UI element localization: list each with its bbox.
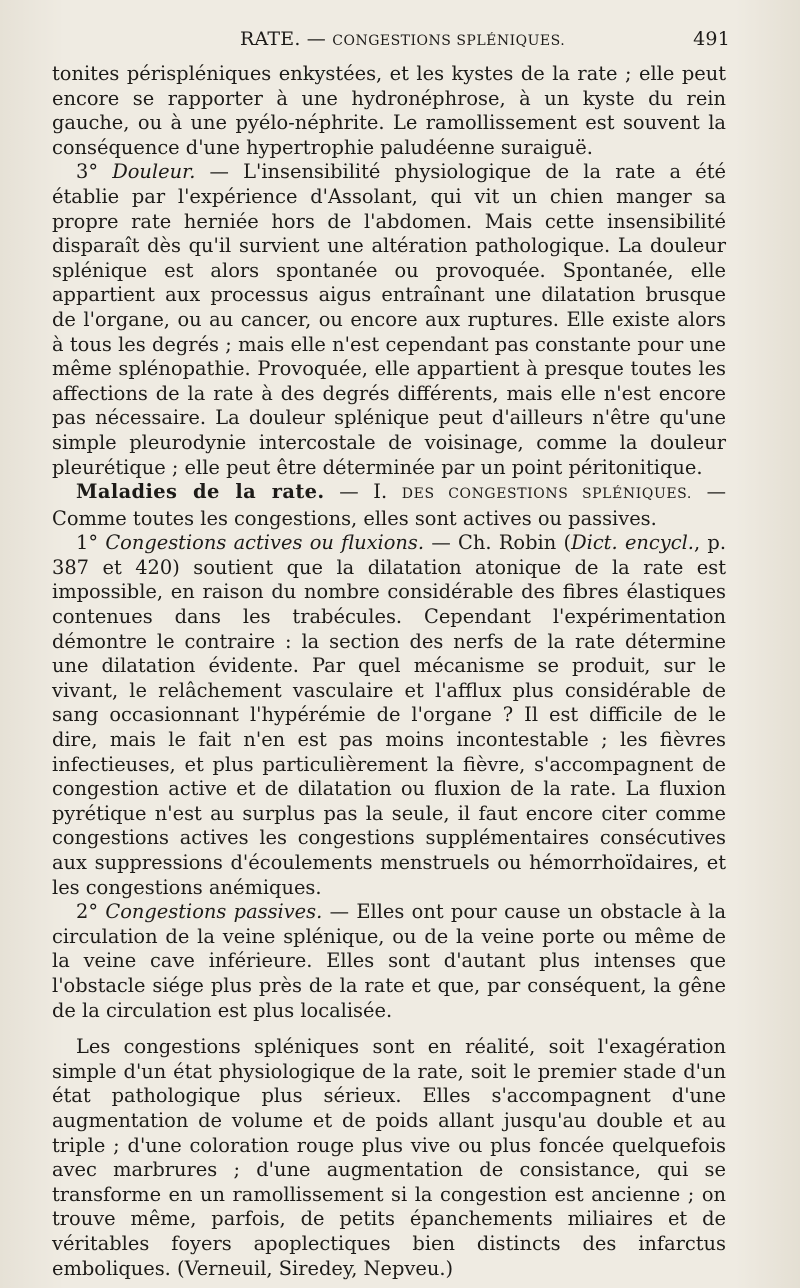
paragraph-text: — L'insensibilité physiologique de la rate a été établie par l'expérience d'Assolant, qui vit un chien manger sa propre rate herniée hors de l'abdomen. Mais cette insensibilité disparaît dès qu'il survient une altération pathologique. La douleur splénique est alors spontanée ou provoquée. Spontanée, elle appartient aux processus aigus entraînant une dilatation brusque de l'organe, ou au cancer, ou encore aux ruptures. Elle existe alors à tous les degrés ; mais elle n'est cependant pas constante pour une même splénopathie. Provoquée, elle appartient à presque toutes les affections de la rate à des degrés différents, mais elle n'est encore pas nécessaire. La douleur splénique peut d'ailleurs n'être qu'une simple pleurodynie intercostale de voisinage, comme la douleur pleurétique ; elle peut être déterminée par un point péritonitique. — [52, 160, 726, 479]
paragraph-dash: — I. — [324, 480, 402, 504]
section-heading-douleur: Douleur. — [112, 160, 196, 184]
paragraph-congestions-passives — [52, 900, 726, 1023]
paragraph-text: — Ch. Robin ( — [424, 531, 572, 555]
paragraph-continued — [52, 62, 726, 160]
paragraph-text: tonites périspléniques enkystées, et les kystes de la rate ; elle peut encore se rapporter à une hydronéphrose, à un kyste du rein gauche, ou à une pyélo-néphrite. Le ramollissement est souvent la conséquence d'une hypertrophie paludéenne suraiguë. — [52, 62, 726, 159]
section-number: 3° — [76, 160, 113, 184]
section-heading-congestions-actives: Congestions actives ou fluxions. — [105, 531, 425, 555]
section-heading-congestions-passives: Congestions passives. — [105, 900, 323, 924]
paragraph-text: Les congestions spléniques sont en réalité, soit l'exagération simple d'un état physiologique de la rate, soit le premier stade d'un état pathologique plus sérieux. Elles s'accompagnent d'une augmentation de volume et de poids allant jusqu'au double et au triple ; d'une coloration rouge plus vive ou plus foncée quelquefois avec marbrures ; d'une augmentation de consistance, qui se transforme en un ramollissement si la congestion est ancienne ; on trouve même, parfois, de petits épanchements miliaires et de véritables foyers apoplectiques bien distincts des infarctus emboliques. (Verneuil, Siredey, Nepveu.) — [52, 1035, 726, 1280]
section-heading-maladies: Maladies de la rate. — [76, 480, 325, 504]
body-text — [52, 62, 726, 1281]
paragraph-maladies — [52, 480, 726, 531]
running-head-title-main: RATE. — — [240, 28, 333, 50]
paragraph-douleur — [52, 160, 726, 480]
section-number: 2° — [76, 900, 106, 924]
section-number: 1° — [76, 531, 106, 555]
subsection-title: DES CONGESTIONS SPLÉNIQUES. — [401, 486, 692, 503]
paragraph-congestions-actives — [52, 531, 726, 900]
paragraph-text: , p. 387 et 420) soutient que la dilatation atonique de la rate est impossible, en raison du nombre considérable des fibres élastiques contenues dans les trabécules. Cependant l'expérimentation démontre le contraire : la section des nerfs de la rate détermine une dilatation évidente. Par quel mécanisme se produit, sur le vivant, le relâchement vasculaire et l'afflux plus considérable de sang occasionnant l'hypérémie de l'organe ? Il est difficile de le dire, mais le fait n'en est pas moins incontestable ; les fièvres infectieuses, et plus particulièrement la fièvre, s'accompagnent de congestion active et de dilatation ou fluxion de la rate. La fluxion pyrétique n'est au surplus pas la seule, il faut encore citer comme congestions actives les congestions supplémentaires consécutives aux suppressions d'écoulements menstruels ou hémorrhoïdaires, et les congestions anémiques. — [52, 531, 727, 899]
paragraph-congestions-spleniques — [52, 1035, 726, 1281]
paragraph-text: — Elles ont pour cause un obstacle à la circulation de la veine splénique, ou de la veine porte ou même de la veine cave inférieure. Elles sont d'autant plus intenses que l'obstacle siége plus près de la rate et que, par conséquent, la gêne de la circulation est plus localisée. — [52, 900, 726, 1022]
running-head — [52, 28, 730, 62]
running-head-title — [240, 28, 565, 50]
paragraph-text: — Comme toutes les congestions, elles sont actives ou passives. — [52, 480, 726, 530]
page-number: 491 — [693, 28, 730, 50]
running-head-title-small: CONGESTIONS SPLÉNIQUES. — [332, 33, 566, 49]
citation: Dict. encycl. — [571, 531, 694, 555]
